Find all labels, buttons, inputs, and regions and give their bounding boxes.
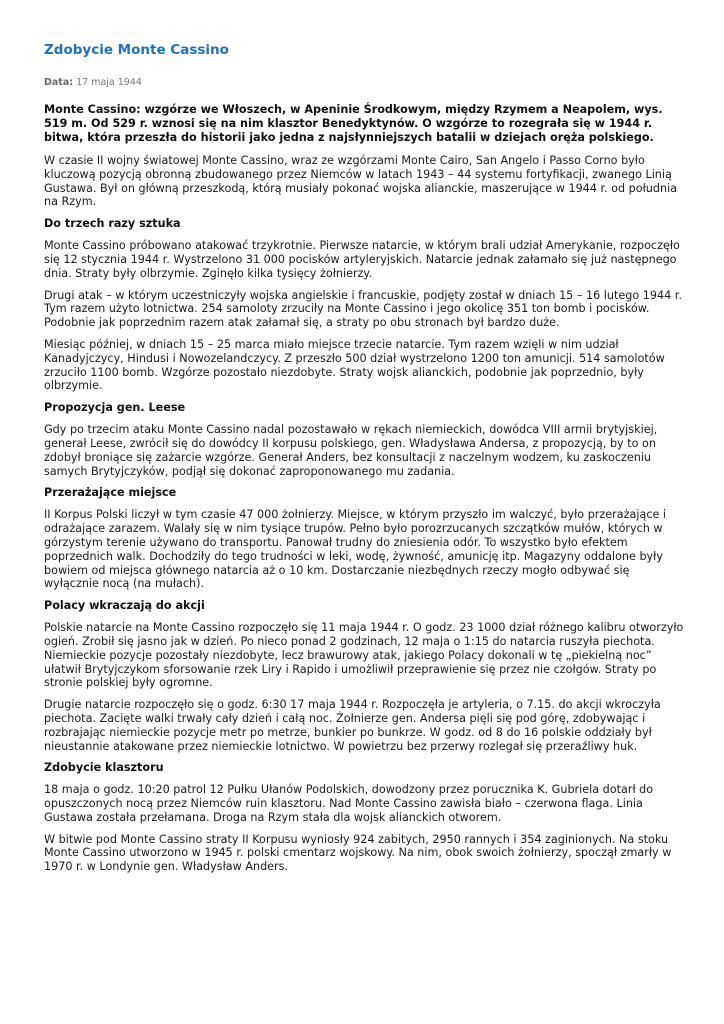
section-heading: Przerażające miejsce: [44, 486, 177, 500]
section-heading: Do trzech razy sztuka: [44, 217, 181, 231]
section-heading: Propozycja gen. Leese: [44, 401, 186, 415]
date-line: [44, 76, 684, 89]
paragraph: Drugie natarcie rozpoczęło się o godz. 6:30 17 maja 1944 r. Rozpoczęła je artyleria, o 7.15. do akcji wkroczyła piechota. Zacięte walki trwały cały dzień i całą noc. Żołnierze gen. Andersa pięli się pod górę, zdobywając i rozbrajając niemieckie pozycje metr po metrze, bunkier po bunkrze. W godz. od 8 do 16 polskie oddziały był nieustannie atakowane przez niemieckie lotnictwo. W powietrzu bez przerwy rozlegał się przeraźliwy huk.: [44, 698, 661, 753]
section-heading: Zdobycie klasztoru: [44, 761, 164, 775]
paragraph: II Korpus Polski liczył w tym czasie 47 000 żołnierzy. Miejsce, w którym przyszło im walczyć, było przerażające i odrażające zarazem. Walały się w nim tysiące trupów. Pełno było porozrzucanych szczątków mułów, których w górzystym terenie używano do transportu. Panował trudny do zniesienia odór. To wszystko było efektem poprzednich walk. Dochodziły do tego trudności w leki, wodę, żywność, amunicję itp. Magazyny oddalone były bowiem od miejsca głównego natarcia aż o 10 km. Dostarczanie niezbędnych rzeczy mogło odbywać się wyłącznie nocą (na mułach).: [44, 508, 667, 591]
article: [44, 41, 684, 882]
paragraph: Monte Cassino próbowano atakować trzykrotnie. Pierwsze natarcie, w którym brali udział Amerykanie, rozpoczęło się 12 stycznia 1944 r. Wystrzelono 31 000 pocisków artyleryjskich. Natarcie jednak załamało się już następnego dnia. Straty były olbrzymie. Zginęło kilka tysięcy żołnierzy.: [44, 239, 680, 280]
section-heading: Polacy wkraczają do akcji: [44, 599, 205, 613]
paragraph: Drugi atak – w którym uczestniczyły wojska angielskie i francuskie, podjęty został w dniach 15 – 16 lutego 1944 r. Tym razem użyto lotnictwa. 254 samoloty zrzuciły na Monte Cassino i jego okolicę 351 ton bomb i pocisków. Podobnie jak poprzednim razem atak załamał się, a straty po obu stronach był bardzo duże.: [44, 288, 682, 330]
date-label: Data:: [44, 77, 74, 88]
paragraph: Polskie natarcie na Monte Cassino rozpoczęło się 11 maja 1944 r. O godz. 23 1000 dział różnego kalibru otworzyło ogień. Zrobił się jasno jak w dzień. Po nieco ponad 2 godzinach, 12 maja o 1:15 do natarcia ruszyła piechota. Niemieckie pozycje pozostały niezdobyte, lecz brawurowy atak, jakiego Polacy dokonali w tę „piekielną noc” ułatwił Brytyjczykom sforsowanie rzek Liry i Rapido i umożliwił przeprawienie się przez nie czołgów. Straty po stronie polskiej były ogromne.: [44, 621, 684, 690]
date-value: 17 maja 1944: [76, 77, 142, 88]
paragraph: Gdy po trzecim ataku Monte Cassino nadal pozostawało w rękach niemieckich, dowódca VIII armii brytyjskiej, generał Leese, zwrócił się do dowódcy II korpusu polskiego, gen. Władysława Andersa, z propozycją, by to on zdobył broniące się zażarcie wzgórze. Generał Anders, bez konsultacji z naczelnym wodzem, ku zaskoczeniu samych Brytyjczyków, podjął się dokonać zaproponowanego mu zadania.: [44, 423, 658, 478]
intro-paragraph: W czasie II wojny światowej Monte Cassino, wraz ze wzgórzami Monte Cairo, San Angelo i Passo Corno było kluczową pozycją obronną zbudowanego przez Niemców w latach 1943 – 44 systemu fortyfikacji, zwanego Linią Gustawa. Był on główną przeszkodą, którą musiały pokonać wojska alianckie, maszerujące w 1944 r. od południa na Rzym.: [44, 154, 678, 209]
lead-paragraph: Monte Cassino: wzgórze we Włoszech, w Apeninie Środkowym, między Rzymem a Neapolem, wys. 519 m. Od 529 r. wznosi się na nim klasztor Benedyktynów. O wzgórze to rozegrała się w 1944 r. bitwa, która przeszła do historii jako jedna z najsłynniejszych batalii w dziejach oręża polskiego.: [44, 103, 663, 144]
paragraph: W bitwie pod Monte Cassino straty II Korpusu wyniosły 924 zabitych, 2950 rannych i 354 zaginionych. Na stoku Monte Cassino utworzono w 1945 r. polski cmentarz wojskowy. Na nim, obok swoich żołnierzy, spoczął zmarły w 1970 r. w Londynie gen. Władysław Anders.: [44, 832, 672, 874]
paragraph: 18 maja o godz. 10:20 patrol 12 Pułku Ułanów Podolskich, dowodzony przez porucznika K. Gubriela dotarł do opuszczonych nocą przez Niemców ruin klasztoru. Nad Monte Cassino zawisła biało – czerwona flaga. Linia Gustawa została przełamana. Droga na Rzym stała dla wojsk alianckich otworem.: [44, 783, 654, 824]
page-title: Zdobycie Monte Cassino: [44, 42, 229, 58]
paragraph: Miesiąc później, w dniach 15 – 25 marca miało miejsce trzecie natarcie. Tym razem wzięli w nim udział Kanadyjczycy, Hindusi i Nowozelandczycy. Z przeszło 500 dział wystrzelono 1200 ton amunicji. 514 samolotów zrzuciło 1100 bomb. Wzgórze pozostało niezdobyte. Straty wojsk alianckich, podobnie jak poprzednio, były olbrzymie.: [44, 337, 665, 393]
